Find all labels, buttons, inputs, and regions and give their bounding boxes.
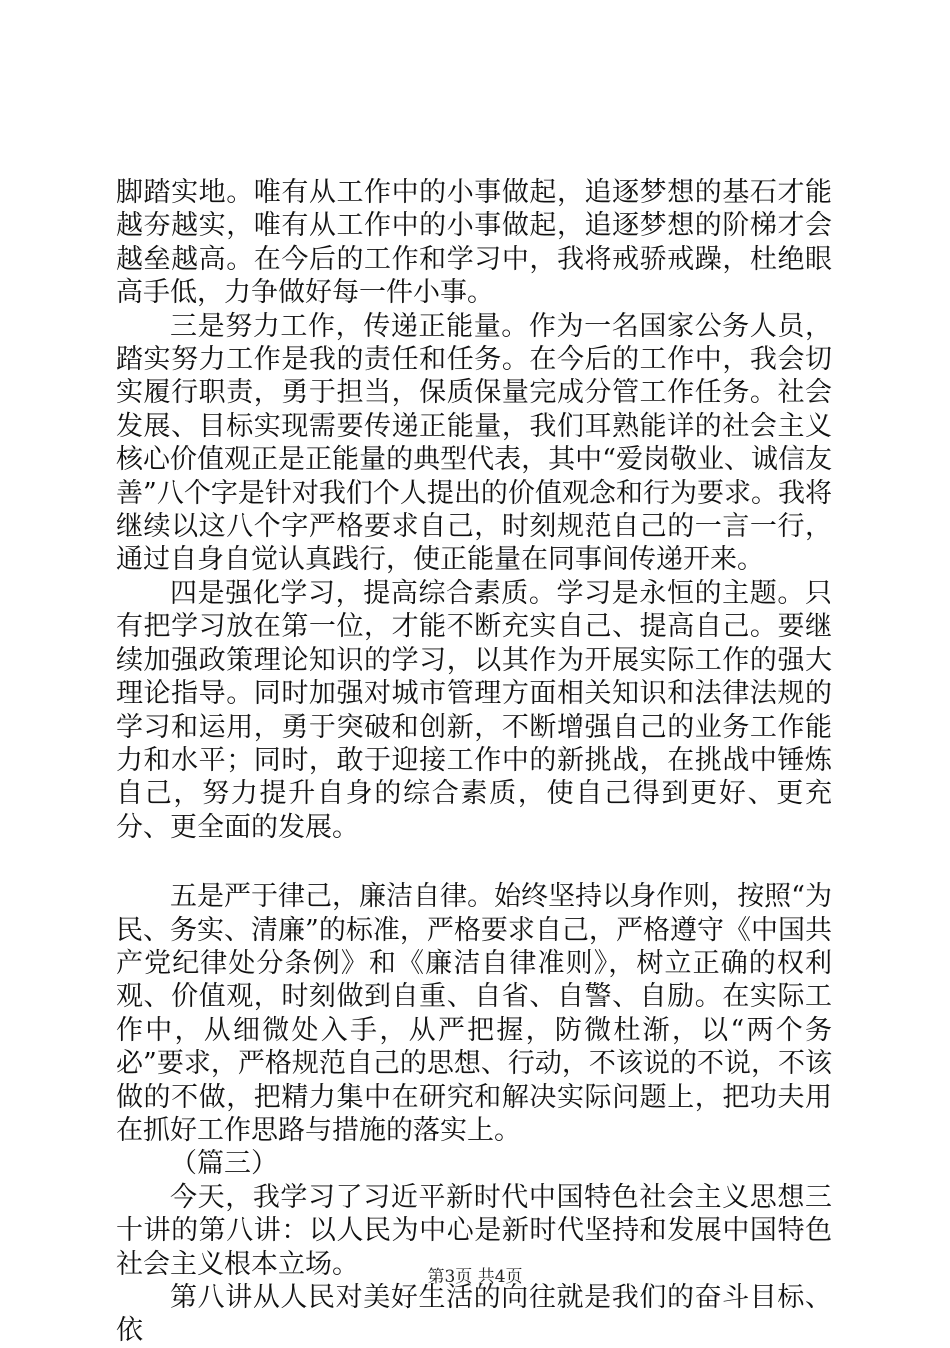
paragraph-lecture-eight: 第八讲从人民对美好生活的向往就是我们的奋斗目标、依: [116, 1282, 832, 1347]
paragraph-point-three: 三是努力工作，传递正能量。作为一名国家公务人员，踏实努力工作是我的责任和任务。在今后的工作中，我会切实履行职责，勇于担当，保质保量完成分管工作任务。社会发展、目标实现需要传递正能量，我们耳熟能详的社会主义核心价值观正是正能量的典型代表，其中“爱岗敬业、诚信友善”八个字是针对我们个人提出的价值观念和行为要求。我将继续以这八个字严格要求自己，时刻规范自己的一言一行，通过自身自觉认真践行，使正能量在同事间传递开来。: [116, 310, 832, 576]
section-heading: （篇三）: [170, 1148, 278, 1180]
paragraph-continuation: 脚踏实地。唯有从工作中的小事做起，追逐梦想的基石才能越夯越实，唯有从工作中的小事做起，追逐梦想的阶梯才会越垒越高。在今后的工作和学习中，我将戒骄戒躁，杜绝眼高手低，力争做好每一件小事。: [116, 177, 832, 309]
paragraph-intro: 今天，我学习了习近平新时代中国特色社会主义思想三十讲的第八讲：以人民为中心是新时代坚持和发展中国特色社会主义根本立场。: [116, 1181, 832, 1280]
page-footer: 第3页 共4页: [427, 1267, 523, 1287]
paragraph-point-five: 五是严于律己，廉洁自律。始终坚持以身作则，按照“为民、务实、清廉”的标准，严格要求自己，严格遵守《中国共产党纪律处分条例》和《廉洁自律准则》，树立正确的权利观、价值观，时刻做到自重、自省、自警、自励。在实际工作中，从细微处入手，从严把握，防微杜渐，以“两个务必”要求，严格规范自己的思想、行动，不该说的不说，不该做的不做，把精力集中在研究和解决实际问题上，把功夫用在抓好工作思路与措施的落实上。: [116, 881, 832, 1146]
paragraph-point-four: 四是强化学习，提高综合素质。学习是永恒的主题。只有把学习放在第一位，才能不断充实自己、提高自己。要继续加强政策理论知识的学习，以其作为开展实际工作的强大理论指导。同时加强对城市管理方面相关知识和法律法规的学习和运用，勇于突破和创新，不断增强自己的业务工作能力和水平；同时，敢于迎接工作中的新挑战，在挑战中锤炼自己，努力提升自身的综合素质，使自己得到更好、更充分、更全面的发展。: [116, 577, 832, 843]
document-body: [116, 176, 832, 1348]
